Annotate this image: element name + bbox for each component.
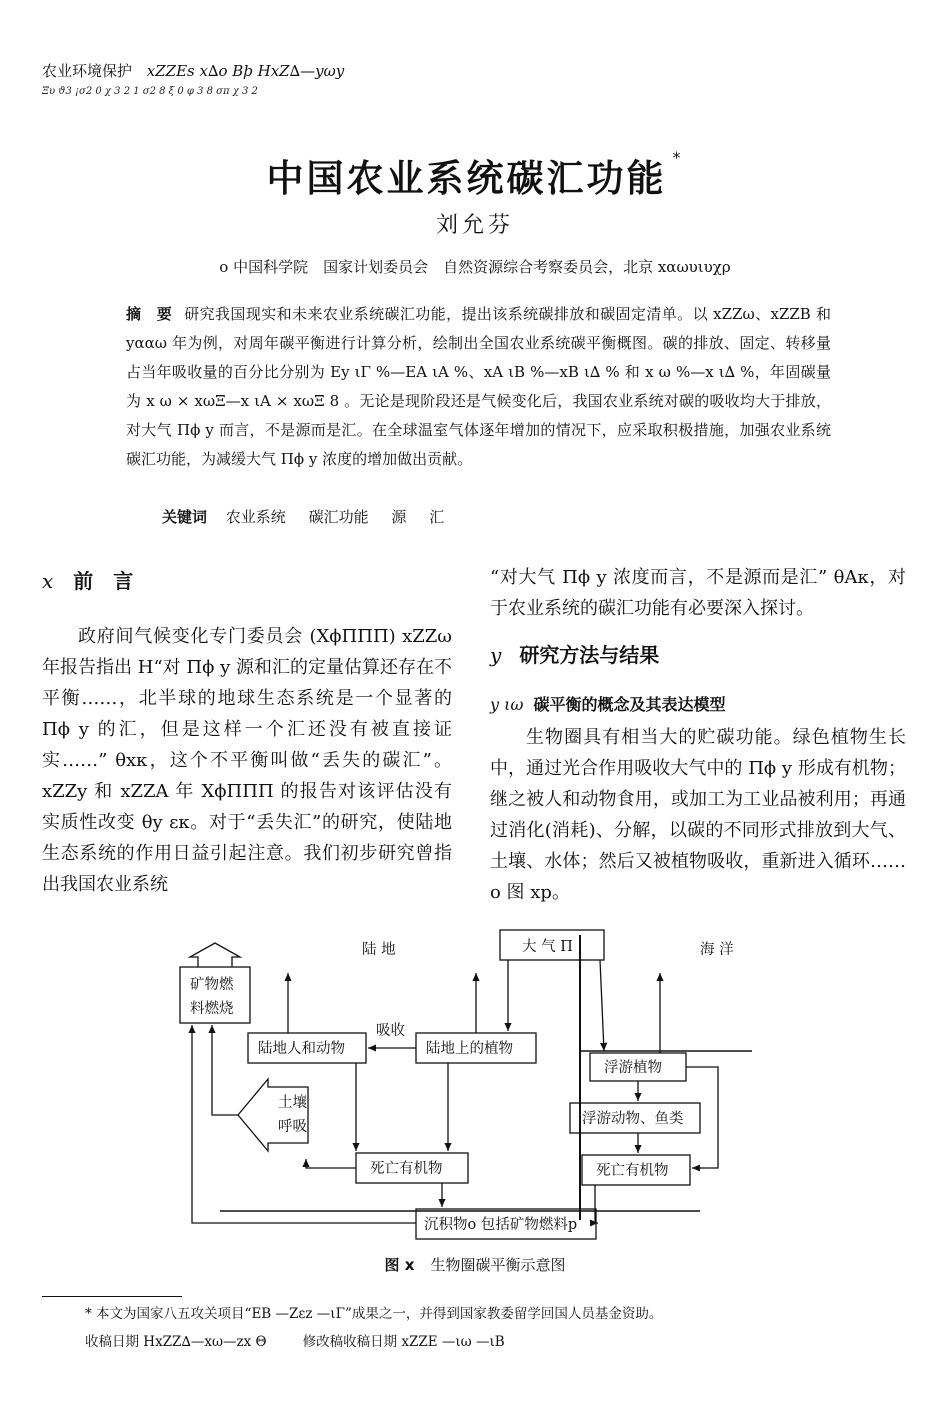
abstract — [126, 300, 831, 474]
label-dead-organic-sea: 死亡有机物 — [596, 1163, 669, 1179]
caption-text: 生物圈碳平衡示意图 — [430, 1256, 566, 1274]
label-plankton-plants: 浮游植物 — [604, 1060, 662, 1076]
title-footnote-mark: * — [672, 148, 684, 167]
right-column — [490, 562, 906, 908]
paragraph: 生物圈具有相当大的贮碳功能。绿色植物生长中，通过光合作用吸收大气中的 Πϕ y 形成有机物；继之被人和动物食用，或加工为工业品被利用；再通过消化(消耗)、分解，以碳的不同形式排放到大气、土壤、水体；然后又被植物吸收，重新进入循环……o 图 xp。 — [490, 727, 906, 903]
abstract-label: 摘 要 — [126, 305, 173, 323]
soil-respiration-shape — [238, 1079, 308, 1151]
section-2-title: 研究方法与结果 — [519, 643, 660, 667]
label-absorb: 吸收 — [376, 1023, 405, 1039]
keyword: 碳汇功能 — [308, 508, 369, 526]
label-atmosphere: 大 气 Π — [522, 939, 573, 955]
keyword: 农业系统 — [225, 508, 286, 526]
caption-number: 图 x — [384, 1256, 415, 1274]
label-fossil-1: 矿物燃 — [190, 977, 234, 993]
label-dead-organic-land: 死亡有机物 — [370, 1161, 443, 1177]
issue-info: xZZEs x∆o Bþ HxZ∆—yωy — [146, 62, 345, 80]
footnote: * 本文为国家八五攻关项目“EB —Zεz —ιΓ”成果之一，并得到国家教委留学回国人员基金资助。 — [85, 1306, 663, 1322]
keyword: 源 — [391, 508, 407, 526]
fossil-upward-arrow — [190, 943, 240, 967]
section-1-heading — [42, 566, 452, 597]
journal-name: 农业环境保护 — [42, 62, 133, 80]
label-ocean: 海 洋 — [700, 942, 734, 958]
dates — [85, 1330, 505, 1350]
figure-caption — [0, 1254, 950, 1275]
footnote-rule — [42, 1296, 182, 1297]
received-date: 收稿日期 HxZZ∆—xω—zx Θ — [85, 1334, 267, 1350]
paragraph-continued: “对大气 Πϕ y 浓度而言，不是源而是汇” θAκ，对于农业系统的碳汇功能有必要深入探讨。 — [490, 567, 906, 619]
subsection-number: y ιω — [490, 695, 524, 714]
label-sediment: 沉积物o 包括矿物燃料p — [424, 1217, 578, 1233]
label-soil-1: 土壤 — [278, 1095, 307, 1111]
keywords-label: 关键词 — [162, 508, 208, 526]
carbon-balance-diagram — [170, 925, 770, 1245]
revised-date: 修改稿收稿日期 xZZE —ιω —ιB — [302, 1334, 505, 1350]
label-land: 陆 地 — [362, 942, 396, 958]
abstract-text: 研究我国现实和未来农业系统碳汇功能，提出该系统碳排放和碳固定清单。以 xZZω、xZZB 和 yααω 年为例，对周年碳平衡进行计算分析，绘制出全国农业系统碳平衡概图。碳的排放、固定、转移量占当年吸收量的百分比分别为 Ey ιΓ %—EA ιA %、xA ιB %—xB ι∆ % 和 x ω %—x ι∆ %，年固碳量为 x ω × xωΞ—x ιA × xωΞ 8 。无论是现阶段还是气候变化后，我国农业系统对碳的吸收均大于排放，对大气 Πϕ y 而言，不是源而是汇。在全球温室气体逐年增加的情况下，应采取积极措施，加强农业系统碳汇功能，为减缓大气 Πϕ y 浓度的增加做出贡献。 — [126, 305, 831, 468]
paragraph: 政府间气候变化专门委员会 (XϕΠΠΠ) xZZω 年报告指出 H“对 Πϕ y 源和汇的定量估算还存在不平衡……，北半球的地球生态系统是一个显著的 Πϕ y 的汇，但是这样一个汇还没有被直接证实……” θxκ，这个不平衡叫做“丢失的碳汇”。xZZy 和 xZZA 年 XϕΠΠΠ 的报告对该评估没有实质性改变 θy εκ。对于“丢失汇”的研究，使陆地生态系统的作用日益引起注意。我们初步研究曾指出我国农业系统 — [42, 626, 452, 895]
section-1-number: x — [42, 569, 54, 593]
left-column — [42, 566, 452, 900]
label-land-plants: 陆地上的植物 — [426, 1041, 513, 1057]
label-zooplankton: 浮游动物、鱼类 — [582, 1111, 684, 1127]
title-text: 中国农业系统碳汇功能 — [266, 157, 667, 200]
subsection-heading — [490, 689, 906, 720]
issue-extra: Ξυ ϑ3 ¡σ2 0 χ 3 2 1 σ2 8 ξ 0 φ 3 8 σπ χ 3 2 — [42, 86, 258, 97]
label-land-people: 陆地人和动物 — [258, 1041, 345, 1057]
section-2-heading — [490, 640, 906, 671]
label-fossil-2: 料燃烧 — [190, 1001, 234, 1017]
subsection-title: 碳平衡的概念及其表达模型 — [533, 695, 726, 714]
section-1-title: 前 言 — [73, 569, 134, 593]
keyword: 汇 — [429, 508, 445, 526]
running-head — [42, 60, 344, 81]
label-soil-2: 呼吸 — [278, 1119, 307, 1135]
page-title — [0, 148, 950, 202]
section-2-number: y — [490, 643, 502, 667]
keywords — [162, 506, 462, 527]
affiliation: o 中国科学院 国家计划委员会 自然资源综合考察委员会，北京 xαωυιυχρ — [219, 258, 731, 276]
author: 刘允芬 — [435, 213, 514, 238]
